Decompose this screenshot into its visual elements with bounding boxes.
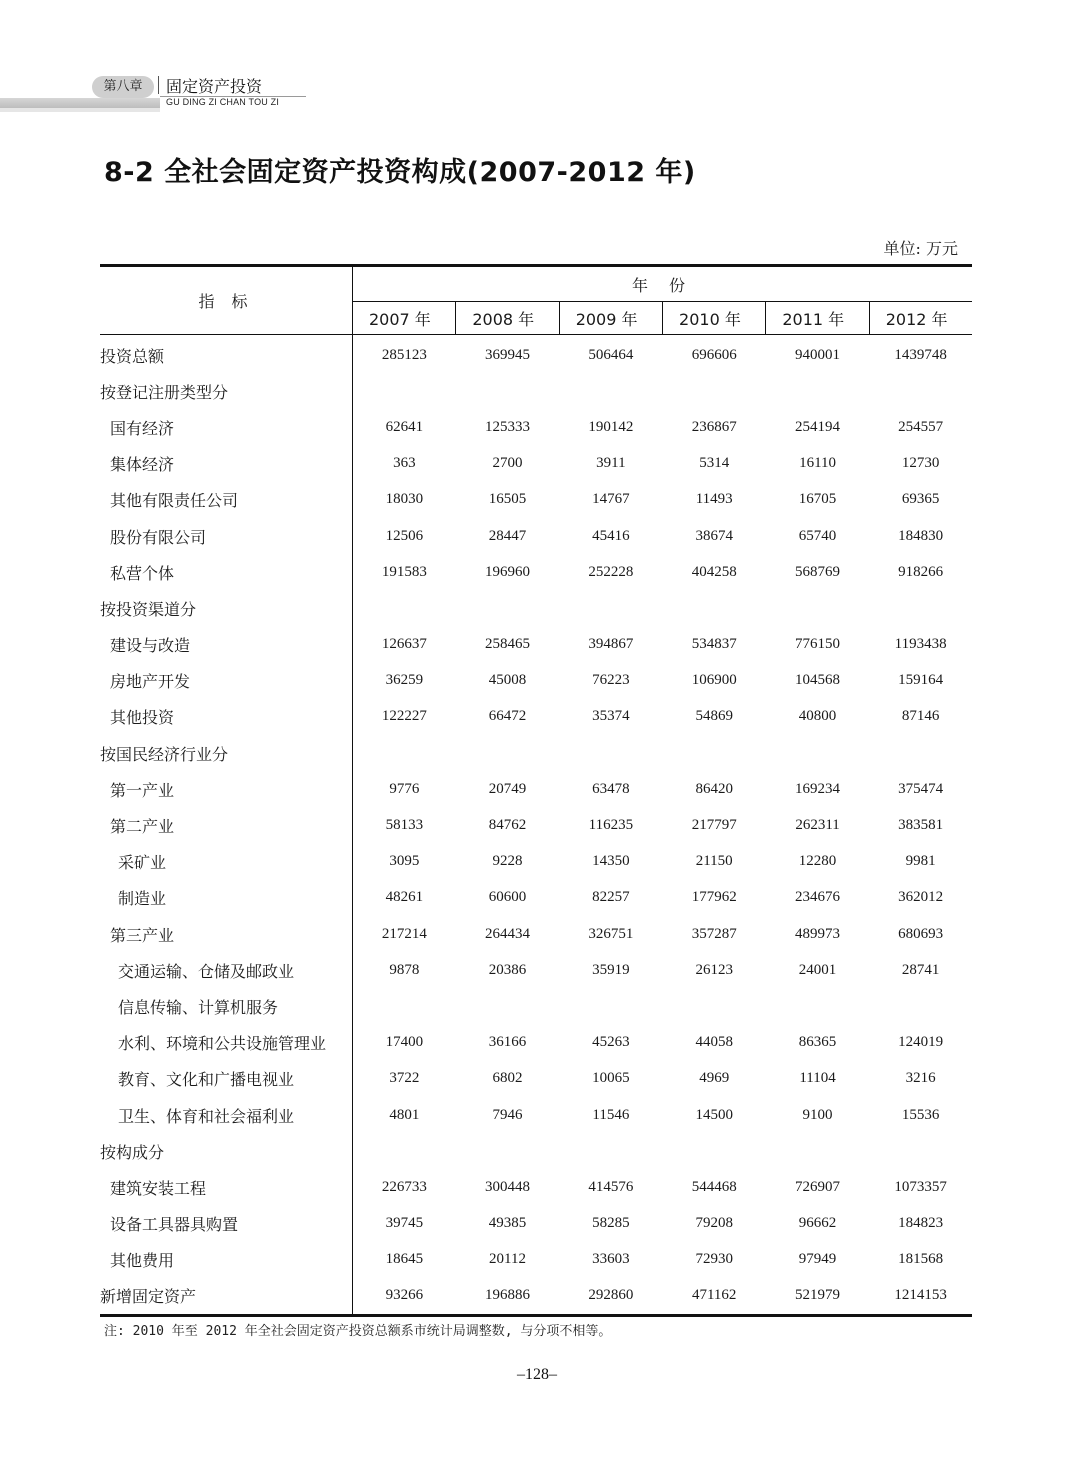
value-cell: 45008 [488,672,527,689]
value-cell: 11493 [695,491,733,508]
value-cell: 60600 [488,889,527,906]
value-cell [869,988,972,1024]
row-label: 私营个体 [100,554,353,590]
chapter-badge: 第八章 [92,76,154,98]
value-cell: 14767 [592,491,630,508]
value-cell: 5314 [699,455,730,472]
value-cell: 58133 [385,817,424,834]
value-cell [663,373,766,409]
value-cell: 39745 [385,1215,424,1232]
table-row [100,1278,972,1316]
value-cell [456,1133,559,1169]
row-label: 建设与改造 [100,627,353,663]
row-label: 信息传输、计算机服务 [100,988,353,1024]
value-cell: 362012 [898,889,944,906]
value-cell [869,735,972,771]
row-label: 制造业 [100,880,353,916]
value-cell [353,590,456,626]
value-cell: 414576 [588,1178,634,1195]
value-cell: 58285 [592,1215,630,1232]
value-cell: 254557 [898,418,944,435]
value-cell: 69365 [901,491,940,508]
table-row [100,1025,972,1061]
value-cell: 35919 [592,961,630,978]
table-row [100,771,972,807]
table-row [100,1169,972,1205]
row-label: 按构成分 [100,1133,353,1169]
value-cell [663,590,766,626]
value-cell: 38674 [695,527,733,544]
value-cell: 16705 [798,491,837,508]
value-cell [766,590,869,626]
value-cell [869,373,972,409]
value-cell: 696606 [691,346,737,363]
value-cell: 44058 [695,1034,733,1051]
row-label: 按国民经济行业分 [100,735,353,771]
page-title: 8-2 全社会固定资产投资构成(2007-2012 年) [104,157,696,188]
value-cell: 36259 [385,672,424,689]
value-cell: 217214 [381,925,427,942]
value-cell: 18030 [385,491,424,508]
row-label: 其他有限责任公司 [100,482,353,518]
value-cell: 82257 [592,889,630,906]
row-label: 第三产业 [100,916,353,952]
value-cell: 521979 [766,1278,869,1316]
value-cell [559,988,662,1024]
value-cell: 21150 [695,853,733,870]
value-cell: 20749 [488,780,527,797]
value-cell: 226733 [381,1178,427,1195]
row-label: 水利、环境和公共设施管理业 [100,1025,353,1061]
row-label: 集体经济 [100,446,353,482]
value-cell [766,1133,869,1169]
value-cell: 4969 [699,1070,730,1087]
value-cell: 383581 [898,817,944,834]
header-bar-decoration [0,98,160,108]
value-cell: 122227 [381,708,427,725]
value-cell [766,735,869,771]
value-cell: 116235 [588,817,634,834]
table-row [100,409,972,445]
value-cell [353,988,456,1024]
page-number: –128– [517,1366,557,1383]
value-cell: 394867 [588,636,634,653]
row-label: 投资总额 [100,335,353,374]
table-row [100,735,972,771]
value-cell: 9776 [389,780,420,797]
value-cell: 14350 [592,853,630,870]
value-cell: 11104 [799,1070,836,1087]
value-cell: 3911 [596,455,626,472]
value-cell [663,735,766,771]
chapter-pinyin: GU DING ZI CHAN TOU ZI [166,97,280,107]
value-cell: 177962 [691,889,737,906]
value-cell [766,373,869,409]
value-cell: 258465 [485,636,531,653]
value-cell: 14500 [695,1106,733,1123]
value-cell: 217797 [691,817,737,834]
value-cell: 125333 [485,418,531,435]
row-label: 教育、文化和广播电视业 [100,1061,353,1097]
value-cell: 40800 [798,708,837,725]
value-cell: 369945 [485,346,531,363]
value-cell: 184823 [898,1215,944,1232]
value-cell: 16505 [488,491,527,508]
value-cell [663,1133,766,1169]
value-cell: 190142 [588,418,634,435]
value-cell: 104568 [795,672,841,689]
value-cell: 45416 [592,527,630,544]
value-cell [559,590,662,626]
value-cell: 184830 [898,527,944,544]
row-label: 房地产开发 [100,663,353,699]
table-row [100,844,972,880]
value-cell: 1214153 [869,1278,972,1316]
table-row [100,916,972,952]
value-cell: 363 [393,455,416,472]
value-cell: 254194 [795,418,841,435]
value-cell: 106900 [691,672,737,689]
table-row [100,1133,972,1169]
value-cell: 489973 [795,925,841,942]
value-cell: 36166 [488,1034,527,1051]
row-label: 设备工具器具购置 [100,1206,353,1242]
value-cell: 24001 [798,961,837,978]
value-cell [869,1133,972,1169]
value-cell: 76223 [592,672,630,689]
value-cell: 375474 [898,780,944,797]
value-cell: 20386 [488,961,527,978]
value-cell: 126637 [381,636,427,653]
value-cell: 196886 [456,1278,559,1316]
table-row [100,1097,972,1133]
value-cell: 181568 [898,1251,944,1268]
table-row [100,1061,972,1097]
value-cell: 63478 [592,780,630,797]
row-label: 第二产业 [100,807,353,843]
value-cell: 12506 [385,527,424,544]
value-cell: 726907 [795,1178,841,1195]
value-cell: 97949 [798,1251,837,1268]
value-cell: 86420 [695,780,733,797]
value-cell: 26123 [695,961,733,978]
year-group-header: 年 份 [353,266,973,302]
value-cell: 7946 [492,1106,523,1123]
value-cell: 196960 [485,563,531,580]
value-cell: 12280 [798,853,837,870]
value-cell: 918266 [898,563,944,580]
row-label: 按投资渠道分 [100,590,353,626]
value-cell: 169234 [795,780,841,797]
table-row [100,335,972,374]
value-cell: 568769 [795,563,841,580]
year-header: 2009 年 [559,302,662,335]
year-header: 2008 年 [456,302,559,335]
table-row [100,952,972,988]
year-header: 2007 年 [353,302,456,335]
row-label: 卫生、体育和社会福利业 [100,1097,353,1133]
chapter-title: 固定资产投资 [166,77,263,96]
value-cell [559,373,662,409]
header-shade-decoration [0,108,160,112]
value-cell: 9228 [492,853,523,870]
value-cell: 28447 [488,527,527,544]
value-cell: 6802 [492,1070,523,1087]
value-cell: 79208 [695,1215,733,1232]
value-cell: 234676 [795,889,841,906]
value-cell: 471162 [663,1278,766,1316]
value-cell: 940001 [795,346,841,363]
value-cell: 86365 [798,1034,837,1051]
value-cell: 285123 [381,346,427,363]
value-cell: 2700 [492,455,523,472]
value-cell: 3216 [905,1070,936,1087]
value-cell: 191583 [381,563,427,580]
table-row [100,373,972,409]
row-label: 国有经济 [100,409,353,445]
table-row [100,590,972,626]
value-cell [353,1133,456,1169]
row-label: 其他费用 [100,1242,353,1278]
value-cell: 1193438 [894,636,947,653]
value-cell [456,373,559,409]
year-header: 2011 年 [766,302,869,335]
year-header: 2010 年 [663,302,766,335]
value-cell: 9100 [802,1106,833,1123]
table-row [100,518,972,554]
value-cell [456,590,559,626]
value-cell [869,590,972,626]
table-row [100,1242,972,1278]
value-cell: 48261 [385,889,424,906]
row-label: 建筑安装工程 [100,1169,353,1205]
value-cell [353,373,456,409]
value-cell: 9981 [905,853,936,870]
value-cell: 66472 [488,708,527,725]
value-cell: 11546 [592,1106,630,1123]
value-cell: 84762 [488,817,527,834]
row-label: 按登记注册类型分 [100,373,353,409]
year-header: 2012 年 [869,302,972,335]
indicator-header: 指 标 [100,266,353,335]
value-cell: 264434 [485,925,531,942]
value-cell: 9878 [389,961,420,978]
value-cell: 544468 [691,1178,737,1195]
value-cell: 96662 [798,1215,837,1232]
value-cell: 45263 [592,1034,630,1051]
value-cell: 87146 [901,708,940,725]
footnote: 注: 2010 年至 2012 年全社会固定资产投资总额系市统计局调整数, 与分项不相等。 [104,1324,612,1339]
table-row [100,446,972,482]
row-label: 交通运输、仓储及邮政业 [100,952,353,988]
row-label: 采矿业 [100,844,353,880]
value-cell: 3095 [389,853,420,870]
value-cell: 252228 [588,563,634,580]
value-cell: 326751 [588,925,634,942]
value-cell [766,988,869,1024]
value-cell: 776150 [795,636,841,653]
row-label: 其他投资 [100,699,353,735]
table-row [100,663,972,699]
row-label: 股份有限公司 [100,518,353,554]
value-cell: 236867 [691,418,737,435]
row-label: 第一产业 [100,771,353,807]
value-cell: 159164 [898,672,944,689]
value-cell: 72930 [695,1251,733,1268]
value-cell: 28741 [901,961,940,978]
value-cell: 300448 [485,1178,531,1195]
value-cell: 12730 [901,455,940,472]
value-cell [559,1133,662,1169]
value-cell: 62641 [385,418,424,435]
value-cell: 15536 [901,1106,940,1123]
value-cell: 292860 [559,1278,662,1316]
value-cell: 534837 [691,636,737,653]
table-row [100,807,972,843]
table-row [100,1206,972,1242]
value-cell: 65740 [798,527,837,544]
row-label: 新增固定资产 [100,1278,353,1316]
table-row [100,699,972,735]
value-cell: 1439748 [894,346,947,363]
value-cell: 4801 [389,1106,420,1123]
value-cell: 357287 [691,925,737,942]
chapter-divider [158,76,159,94]
value-cell [353,735,456,771]
value-cell: 124019 [898,1034,944,1051]
value-cell [456,988,559,1024]
table-row [100,988,972,1024]
table-row [100,627,972,663]
table-row [100,880,972,916]
value-cell: 54869 [695,708,733,725]
table-row [100,482,972,518]
value-cell: 20112 [489,1251,526,1268]
value-cell: 506464 [588,346,634,363]
value-cell: 3722 [389,1070,420,1087]
value-cell: 49385 [488,1215,527,1232]
value-cell: 10065 [592,1070,630,1087]
value-cell: 17400 [385,1034,424,1051]
table-row [100,554,972,590]
value-cell [559,735,662,771]
value-cell [456,735,559,771]
unit-label: 单位: 万元 [883,239,958,258]
value-cell: 35374 [592,708,630,725]
value-cell [663,988,766,1024]
value-cell: 93266 [353,1278,456,1316]
value-cell: 18645 [385,1251,424,1268]
value-cell: 404258 [691,563,737,580]
value-cell: 1073357 [894,1178,947,1195]
value-cell: 33603 [592,1251,630,1268]
value-cell: 262311 [795,817,840,834]
value-cell: 16110 [799,455,837,472]
investment-table [100,264,972,1317]
value-cell: 680693 [898,925,944,942]
